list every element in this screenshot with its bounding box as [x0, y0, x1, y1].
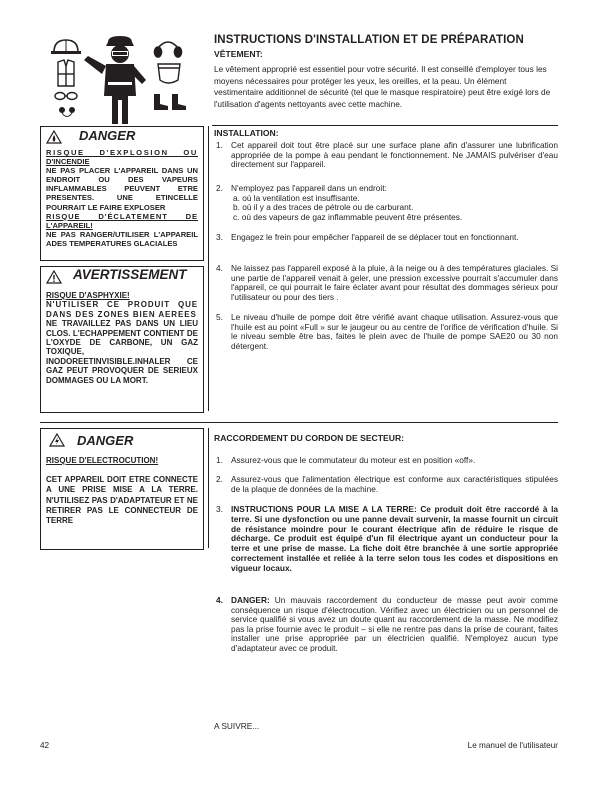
item-text: Ne laissez pas l'appareil exposé à la pluie, à la neige ou à des températures glaciales. Si une partie de l'appareil venait à geler, une pression excessive pourrait s'accumuler dans l'appareil, ce qui pourrait le faire éclater avant pour résultat des dommages sérieux pour l'utilisateur ou pour des tiers . [231, 263, 558, 302]
clothing-text: Le vêtement approprié est essentiel pour votre sécurité. Il est conseillé d'employer tous les moyens nécessaires pour protéger les yeux, les oreilles, et la peau. Un élément vestimentaire additionnel de sécurité (tel que le masque respiratoire) peut être exigé lors de l'utilisation d'agents nettoyants avec cette machine. [214, 64, 551, 109]
column-divider-top [208, 126, 209, 411]
item-text: Assurez-vous que le commutateur du moteur est en position «off». [231, 455, 476, 465]
warning-line2: N'UTILISER CE PRODUIT QUE DANS DES ZONES BIEN AEREES [46, 300, 198, 319]
danger-explosion-line2: D'INCENDIE [46, 157, 90, 167]
warning-signal-word: AVERTISSEMENT [73, 267, 187, 282]
item-number: 2. [216, 474, 223, 484]
danger-explosion-line3: NE PAS PLACER L'APPAREIL DANS UN ENDROIT OU DES VAPEURS INFLAMMABLES PEUVENT ETRE PRESENTES. UNE ETINCELLE POURRAIT LE FAIRE EXPLOSER [46, 166, 198, 212]
ppe-illustration [50, 34, 190, 126]
install-item-2a: a. où la ventilation est insuffisante. [233, 193, 360, 203]
item-text: Assurez-vous que l'alimentation électrique est conforme aux caractéristiques stipulées de la plaque de données de la machine. [231, 474, 558, 494]
cord-item-1 [216, 456, 558, 466]
danger-explosion-line6: NE PAS RANGER/UTILISER L'APPAREIL ADES TEMPERATURES GLACIALES [46, 229, 198, 248]
item-text: N'employez pas l'appareil dans un endroit: [231, 183, 387, 193]
item-text: Un mauvais raccordement du conducteur de masse peut avoir comme conséquence un risque d'électrocution. Vérifiez avec un électricien ou un personnel de service qualifié si vous avez un doute quant au raccordement de la masse. Ne modifiez pas la prise fournie avec le produit – si elle ne rentre pas dans la prise de courant, faites installer une prise appropriée par un électricien qualifié. N'employez aucun type d'adaptateur avec ce produit. [231, 595, 558, 653]
face-shield-icon [158, 64, 180, 83]
glasses-icon [55, 93, 77, 100]
danger-explosion-line1: RISQUE D'EXPLOSION OU [46, 148, 198, 157]
warning-triangle-icon [46, 270, 62, 284]
item-number: 5. [216, 312, 223, 322]
install-item-1 [216, 141, 558, 170]
cord-item-2 [216, 475, 558, 494]
danger-explosion-box [40, 126, 204, 261]
danger-explosion-line5: L'APPAREIL! [46, 220, 93, 230]
item-text: Cet appareil doit tout être placé sur une surface plane afin d'assurer une lubrification appropriée de la pompe à eau pendant le fonctionnement. Ne JAMAIS pulvériser d'eau directement sur l'appareil. [231, 140, 558, 170]
danger-signal-word: DANGER [79, 128, 136, 143]
electric-warning-icon [49, 433, 65, 447]
item-text: Engagez le frein pour empêcher l'appareil de se déplacer tout en fonctionnant. [231, 232, 519, 242]
item-text: Le niveau d'huile de pompe doit être vérifié avant chaque utilisation. Assurez-vous que l'huile est au point «Full » sur le jaugeur ou au centre de l'orifice de vérification d'huile. Si le niveau semble être bas, faites le plein avec de l'huile de pompe SAE20 ou 30 non détergent. [231, 312, 558, 351]
danger2-line2: CET APPAREIL DOIT ETRE CONNECTE A UNE PRISE MISE A LA TERRE. N'UTILISEZ PAS D'ADAPTATEUR ET NE RETIRER PAS LE CONNECTEUR DE TERRE [46, 475, 198, 526]
vest-icon [58, 60, 74, 86]
worker-figure-icon [84, 36, 146, 124]
boots-icon [154, 94, 186, 110]
clothing-heading: VÊTEMENT: [214, 49, 263, 59]
item-lead: DANGER: [231, 595, 270, 605]
cord-item-3 [216, 505, 558, 574]
earmuffs-icon [155, 42, 182, 57]
item-number: 1. [216, 455, 223, 465]
continued-label: A SUIVRE... [214, 721, 260, 731]
fire-warning-icon [46, 130, 62, 144]
page-number: 42 [40, 741, 50, 750]
header-underline [212, 125, 558, 126]
warning-asphyxia-box [40, 266, 204, 413]
danger-explosion-line4: RISQUE D'ÉCLATEMENT DE [46, 211, 198, 221]
item-number: 4. [216, 263, 223, 273]
helmet-icon [51, 40, 81, 54]
install-item-2c: c. où des vapeurs de gaz inflammable peuvent être présentes. [233, 212, 463, 222]
page-title: INSTRUCTIONS D'INSTALLATION ET DE PRÉPARATION [214, 34, 524, 46]
install-item-4 [216, 264, 558, 302]
danger2-signal-word: DANGER [77, 433, 134, 448]
earplugs-icon [59, 107, 75, 117]
section-divider [40, 422, 558, 423]
item-number: 4. [216, 595, 223, 605]
manual-name: Le manuel de l'utilisateur [467, 741, 558, 750]
column-divider-bottom [208, 428, 209, 548]
installation-heading: INSTALLATION: [214, 128, 279, 138]
install-item-2b: b. où il y a des traces de pétrole ou de carburant. [233, 202, 414, 212]
item-text: INSTRUCTIONS POUR LA MISE A LA TERRE: Ce produit doit être raccordé à la terre. Si une dysfonction ou une panne devait survenir, la masse fournit un circuit de résistance moindre pour le courant électrique afin de réduire le risque de décharge. Ce produit est équipé d'un fil électrique ayant un conducteur pour la terre et une prise de masse. La fiche doit être branchée à une sortie appropriée correctement installée et reliée à la terre selon tous les codes et dispositions en vigueur locaux. [231, 504, 558, 573]
item-number: 3. [216, 504, 223, 514]
item-number: 1. [216, 140, 223, 150]
danger2-line1: RISQUE D'ELECTROCUTION! [46, 456, 159, 465]
warning-line3: NE TRAVAILLEZ PAS DANS UN LIEU CLOS. L'ECHAPPEMENT CONTIENT DE L'OXYDE DE CARBONE, UN GAZ TOXIQUE, INODOREETINVISIBLE.INHALER CE GAZ PEUT PROVOQUER DE SERIEUX DOMMAGES OU LA MORT. [46, 319, 198, 385]
item-number: 3. [216, 232, 223, 242]
item-number: 2. [216, 183, 223, 193]
cord-item-4 [216, 596, 558, 654]
cord-heading: RACCORDEMENT DU CORDON DE SECTEUR: [214, 433, 405, 443]
install-item-3 [216, 233, 558, 243]
warning-line1: RISQUE D'ASPHYXIE! [46, 291, 130, 300]
danger-electrocution-box [40, 428, 204, 550]
install-item-5 [216, 313, 558, 351]
